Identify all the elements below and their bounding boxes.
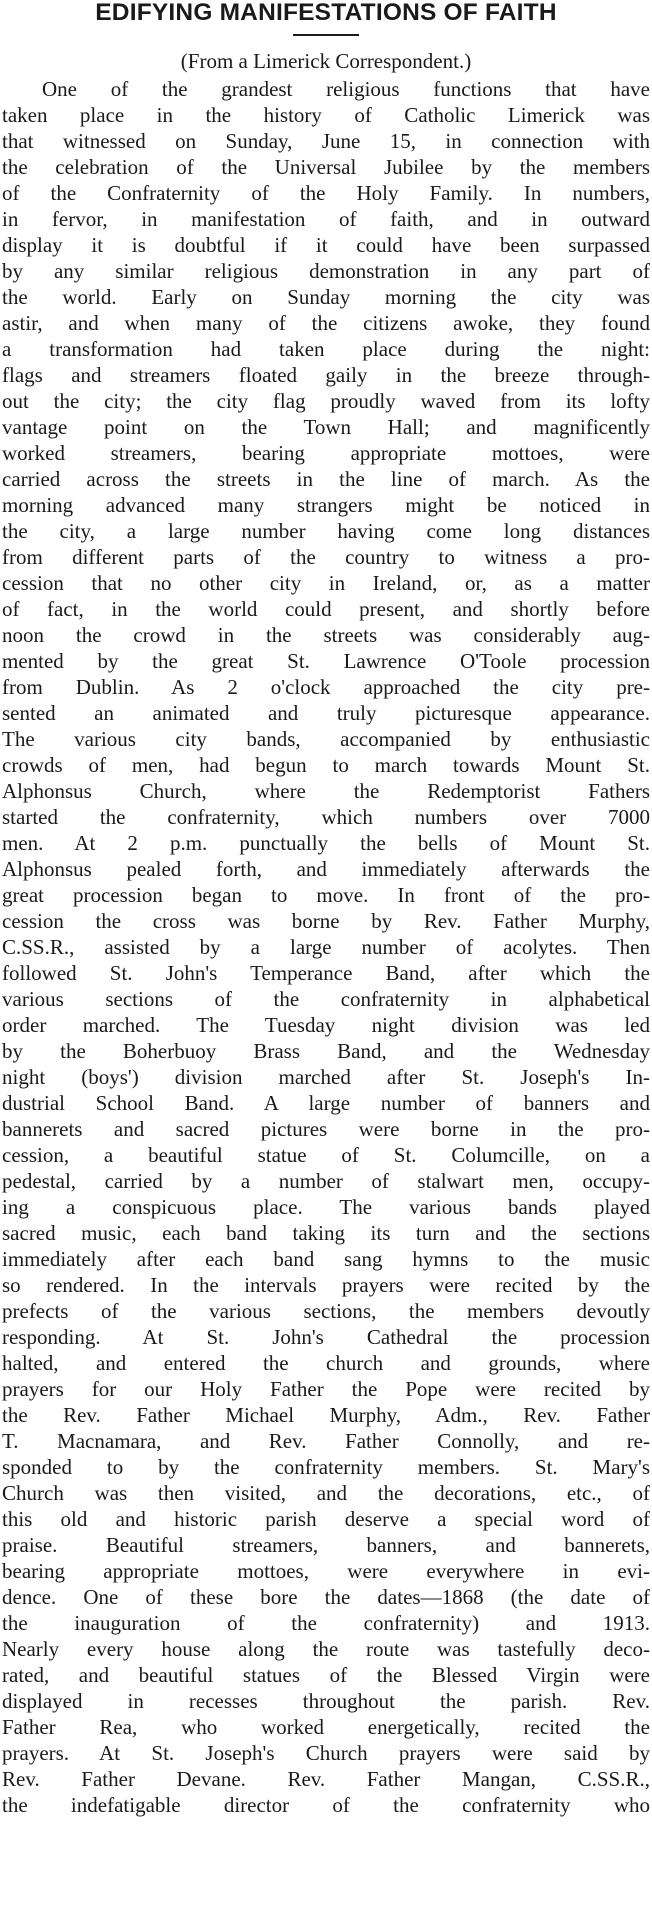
article-text-line: carried across the streets in the line of march. As the (2, 467, 650, 491)
article-text-line: worked streamers, bearing appropriate mottoes, were (2, 441, 650, 465)
article-text-line: Father Rea, who worked energetically, recited the (2, 1715, 650, 1739)
article-text-line: bearing appropriate mottoes, were everywhere in evi- (2, 1559, 650, 1583)
article-text-line: noon the crowd in the streets was considerably aug- (2, 623, 650, 647)
article-text-line: cession that no other city in Ireland, or, as a matter (2, 571, 650, 595)
article-text-line: vantage point on the Town Hall; and magnificently (2, 415, 650, 439)
article-text-line: the indefatigable director of the confraternity who (2, 1793, 650, 1817)
article-text-line: from Dublin. As 2 o'clock approached the city pre- (2, 675, 650, 699)
article-text-line: out the city; the city flag proudly waved from its lofty (2, 389, 650, 413)
article-body (2, 76, 650, 1818)
article-text-line: sacred music, each band taking its turn and the sections (2, 1221, 650, 1245)
article-text-line: started the confraternity, which numbers over 7000 (2, 805, 650, 829)
article-text-line: the inauguration of the confraternity) and 1913. (2, 1611, 650, 1635)
article-text-line: Nearly every house along the route was tastefully deco- (2, 1637, 650, 1661)
article-text-line: T. Macnamara, and Rev. Father Connolly, and re- (2, 1429, 650, 1453)
article-headline: EDIFYING MANIFESTATIONS OF FAITH (95, 0, 557, 26)
article-text-line: various sections of the confraternity in alphabetical (2, 987, 650, 1011)
article-text-line: prayers for our Holy Father the Pope were recited by (2, 1377, 650, 1401)
article-text-line: great procession began to move. In front of the pro- (2, 883, 650, 907)
article-text-line: mented by the great St. Lawrence O'Toole procession (2, 649, 650, 673)
article-text-line: the celebration of the Universal Jubilee by the members (2, 155, 650, 179)
article-text-line: bannerets and sacred pictures were borne in the pro- (2, 1117, 650, 1141)
article-text-line: prefects of the various sections, the members devoutly (2, 1299, 650, 1323)
article-text-line: halted, and entered the church and grounds, where (2, 1351, 650, 1375)
article-text-line: The various city bands, accompanied by enthusiastic (2, 727, 650, 751)
article-text-line: praise. Beautiful streamers, banners, and bannerets, (2, 1533, 650, 1557)
article-text-line: the city, a large number having come long distances (2, 519, 650, 543)
article-text-line: display it is doubtful if it could have been surpassed (2, 233, 650, 257)
headline-rule (293, 34, 359, 36)
article-text-line: the world. Early on Sunday morning the city was (2, 285, 650, 309)
article-text-line: crowds of men, had begun to march towards Mount St. (2, 753, 650, 777)
article-text-line: Church was then visited, and the decorations, etc., of (2, 1481, 650, 1505)
article-text-line: that witnessed on Sunday, June 15, in connection with (2, 129, 650, 153)
article-text-line: so rendered. In the intervals prayers were recited by the (2, 1273, 650, 1297)
article-text-line: morning advanced many strangers might be noticed in (2, 493, 650, 517)
article-text-line: One of the grandest religious functions that have (42, 77, 650, 101)
article-text-line: responding. At St. John's Cathedral the procession (2, 1325, 650, 1349)
article-text-line: immediately after each band sang hymns to the music (2, 1247, 650, 1271)
article-text-line: pedestal, carried by a number of stalwart men, occupy- (2, 1169, 650, 1193)
article-text-line: dustrial School Band. A large number of banners and (2, 1091, 650, 1115)
article-text-line: ing a conspicuous place. The various bands played (2, 1195, 650, 1219)
article-text-line: sented an animated and truly picturesque appearance. (2, 701, 650, 725)
article-text-line: cession, a beautiful statue of St. Columcille, on a (2, 1143, 650, 1167)
article-text-line: prayers. At St. Joseph's Church prayers were said by (2, 1741, 650, 1765)
article-text-line: of the Confraternity of the Holy Family. In numbers, (2, 181, 650, 205)
article-text-line: the Rev. Father Michael Murphy, Adm., Rev. Father (2, 1403, 650, 1427)
article-text-line: a transformation had taken place during the night: (2, 337, 650, 361)
article-text-line: rated, and beautiful statues of the Blessed Virgin were (2, 1663, 650, 1687)
article-text-line: by any similar religious demonstration in any part of (2, 259, 650, 283)
article-text-line: this old and historic parish deserve a special word of (2, 1507, 650, 1531)
article-text-line: followed St. John's Temperance Band, after which the (2, 961, 650, 985)
article-text-line: Rev. Father Devane. Rev. Father Mangan, C.SS.R., (2, 1767, 650, 1791)
article-text-line: displayed in recesses throughout the parish. Rev. (2, 1689, 650, 1713)
article-text-line: by the Boherbuoy Brass Band, and the Wednesday (2, 1039, 650, 1063)
article-text-line: taken place in the history of Catholic Limerick was (2, 103, 650, 127)
article-text-line: Alphonsus pealed forth, and immediately afterwards the (2, 857, 650, 881)
article-text-line: from different parts of the country to witness a pro- (2, 545, 650, 569)
article-text-line: men. At 2 p.m. punctually the bells of Mount St. (2, 831, 650, 855)
article-text-line: astir, and when many of the citizens awoke, they found (2, 311, 650, 335)
article-text-line: Alphonsus Church, where the Redemptorist Fathers (2, 779, 650, 803)
article-text-line: C.SS.R., assisted by a large number of acolytes. Then (2, 935, 650, 959)
article-text-line: sponded to by the confraternity members. St. Mary's (2, 1455, 650, 1479)
article-byline: (From a Limerick Correspondent.) (180, 49, 472, 73)
article-text-line: dence. One of these bore the dates—1868 (the date of (2, 1585, 650, 1609)
article-text-line: order marched. The Tuesday night division was led (2, 1013, 650, 1037)
article-text-line: of fact, in the world could present, and shortly before (2, 597, 650, 621)
article-text-line: in fervor, in manifestation of faith, and in outward (2, 207, 650, 231)
article-text-line: cession the cross was borne by Rev. Father Murphy, (2, 909, 650, 933)
article-text-line: flags and streamers floated gaily in the breeze through- (2, 363, 650, 387)
article-text-line: night (boys') division marched after St. Joseph's In- (2, 1065, 650, 1089)
